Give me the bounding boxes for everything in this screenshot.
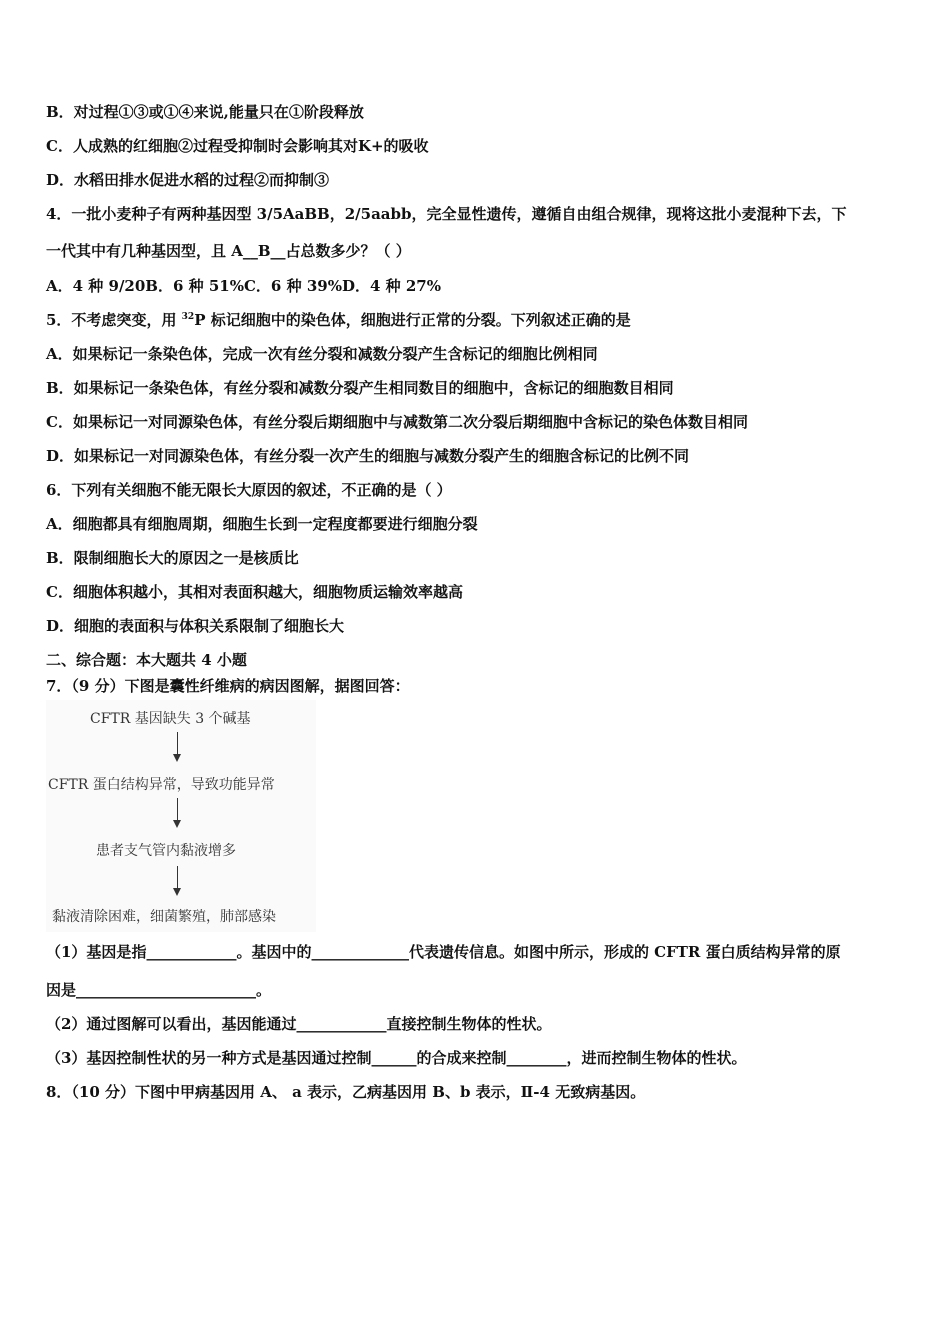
q5-stem-pre: 5．不考虑突变，用 [46,311,182,329]
diagram-step-4: 黏液清除困难，细菌繁殖，肺部感染 [52,909,276,925]
q3-option-c: C．人成熟的红细胞②过程受抑制时会影响其对K+的吸收 [46,137,429,155]
diagram-arrow-2 [177,798,178,822]
q4-stem-line2: 一代其中有几种基因型，且 A__B__占总数多少？（ ） [46,242,411,260]
diagram-step-2: CFTR 蛋白结构异常，导致功能异常 [48,777,275,793]
q5-option-d: D．如果标记一对同源染色体，有丝分裂一次产生的细胞与减数分裂产生的细胞含标记的比例不同 [46,447,690,465]
q5-isotope-superscript: 32 [181,312,195,322]
q7-sub1-line1: （1）基因是指____________。基因中的_____________代表遗传信息。如图中所示，形成的 CFTR 蛋白质结构异常的原 [46,943,841,961]
arrow-down-icon [173,754,181,762]
q5-stem [46,310,631,330]
cftr-flow-diagram [46,700,316,932]
q6-option-a: A．细胞都具有细胞周期，细胞生长到一定程度都要进行细胞分裂 [46,515,478,533]
q5-option-b: B．如果标记一条染色体，有丝分裂和减数分裂产生相同数目的细胞中，含标记的细胞数目相同 [46,379,674,397]
q3-option-d: D．水稻田排水促进水稻的过程②而抑制③ [46,171,330,189]
diagram-step-3: 患者支气管内黏液增多 [96,843,236,859]
q3-option-b: B．对过程①③或①④来说,能量只在①阶段释放 [46,103,364,121]
q6-option-b: B．限制细胞长大的原因之一是核质比 [46,549,299,567]
q7-sub1-line2: 因是________________________。 [46,981,272,999]
diagram-arrow-3 [177,866,178,890]
section2-title: 二、综合题：本大题共 4 小题 [46,651,247,669]
q4-stem-line1: 4．一批小麦种子有两种基因型 3/5AaBB，2/5aabb，完全显性遗传，遵循自由组合规律，现将这批小麦混种下去，下 [46,205,847,223]
q6-option-d: D．细胞的表面积与体积关系限制了细胞长大 [46,617,345,635]
q7-stem: 7．（9 分）下图是囊性纤维病的病因图解，据图回答： [46,677,410,695]
q6-stem: 6．下列有关细胞不能无限长大原因的叙述，不正确的是（ ） [46,481,452,499]
q8-stem: 8．（10 分）下图中甲病基因用 A、 a 表示，乙病基因用 B、b 表示，Ⅱ-4 无致病基因。 [46,1083,646,1101]
diagram-step-1: CFTR 基因缺失 3 个碱基 [90,711,251,727]
q5-stem-post: P 标记细胞中的染色体，细胞进行正常的分裂。下列叙述正确的是 [194,311,631,329]
arrow-down-icon [173,820,181,828]
arrow-down-icon [173,888,181,896]
q6-option-c: C．细胞体积越小，其相对表面积越大，细胞物质运输效率越高 [46,583,463,601]
q5-option-a: A．如果标记一条染色体，完成一次有丝分裂和减数分裂产生含标记的细胞比例相同 [46,345,598,363]
q7-sub3: （3）基因控制性状的另一种方式是基因通过控制______的合成来控制________，进而控制生物体的性状。 [46,1049,747,1067]
q7-sub2: （2）通过图解可以看出，基因能通过____________直接控制生物体的性状。 [46,1015,552,1033]
diagram-arrow-1 [177,732,178,756]
q4-options: A．4 种 9/20B．6 种 51%C．6 种 39%D．4 种 27% [46,277,441,295]
q5-option-c: C．如果标记一对同源染色体，有丝分裂后期细胞中与减数第二次分裂后期细胞中含标记的染色体数目相同 [46,413,748,431]
